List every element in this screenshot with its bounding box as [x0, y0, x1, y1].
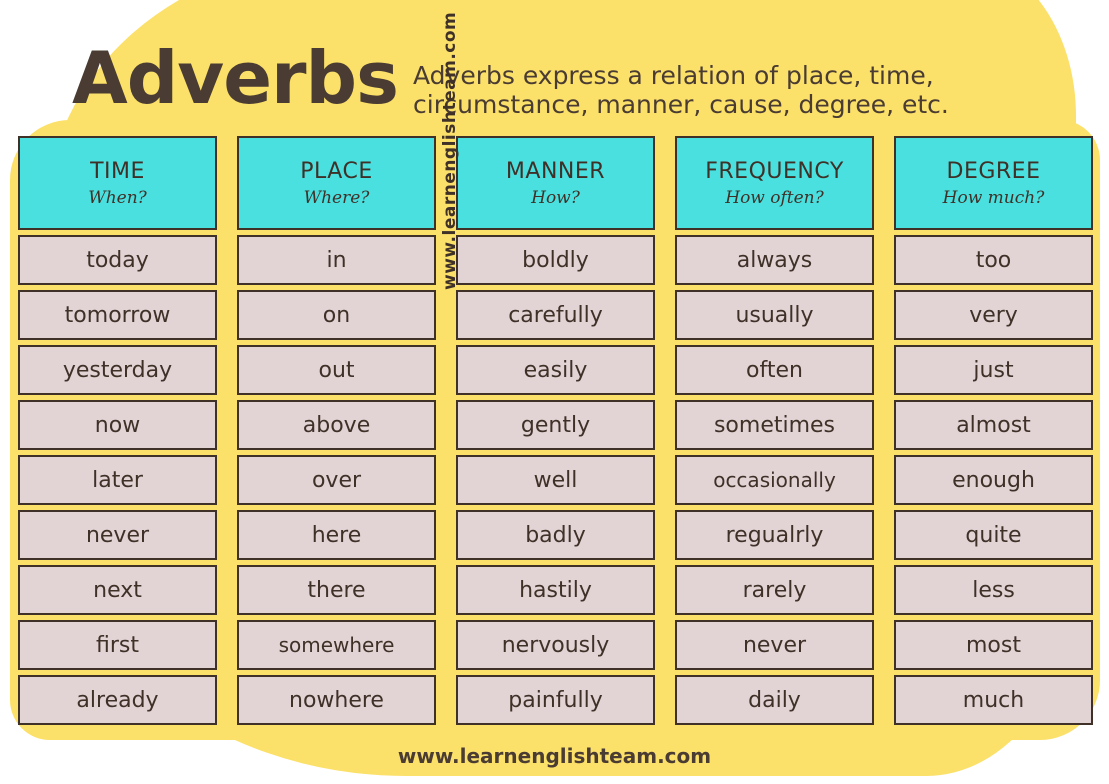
- list-item: here: [237, 510, 436, 560]
- column-header-place: [237, 136, 436, 230]
- column-question-label: How often?: [725, 187, 824, 208]
- column-question-label: Where?: [303, 187, 370, 208]
- list-item: next: [18, 565, 217, 615]
- list-item: occasionally: [675, 455, 874, 505]
- list-item: never: [18, 510, 217, 560]
- list-item: somewhere: [237, 620, 436, 670]
- page-subtitle: Adverbs express a relation of place, time, circumstance, manner, cause, degree, etc.: [413, 61, 949, 119]
- page-title: Adverbs: [72, 36, 398, 120]
- column-category-label: PLACE: [300, 158, 373, 184]
- list-item: carefully: [456, 290, 655, 340]
- column-category-label: DEGREE: [946, 158, 1041, 184]
- column-frequency: [675, 136, 874, 725]
- column-time: [18, 136, 217, 725]
- list-item: just: [894, 345, 1093, 395]
- list-item: too: [894, 235, 1093, 285]
- list-item: daily: [675, 675, 874, 725]
- column-header-time: [18, 136, 217, 230]
- column-question-label: When?: [88, 187, 147, 208]
- column-header-frequency: [675, 136, 874, 230]
- list-item: today: [18, 235, 217, 285]
- adverb-columns: [18, 136, 1093, 725]
- list-item: first: [18, 620, 217, 670]
- list-item: out: [237, 345, 436, 395]
- list-item: easily: [456, 345, 655, 395]
- list-item: very: [894, 290, 1093, 340]
- column-question-label: How much?: [942, 187, 1045, 208]
- poster-header: [0, 0, 1109, 132]
- list-item: above: [237, 400, 436, 450]
- list-item: less: [894, 565, 1093, 615]
- column-manner: [456, 136, 655, 725]
- list-item: sometimes: [675, 400, 874, 450]
- list-item: nervously: [456, 620, 655, 670]
- list-item: hastily: [456, 565, 655, 615]
- list-item: almost: [894, 400, 1093, 450]
- list-item: regualrly: [675, 510, 874, 560]
- column-question-label: How?: [531, 187, 580, 208]
- list-item: gently: [456, 400, 655, 450]
- list-item: over: [237, 455, 436, 505]
- list-item: well: [456, 455, 655, 505]
- list-item: already: [18, 675, 217, 725]
- list-item: tomorrow: [18, 290, 217, 340]
- list-item: most: [894, 620, 1093, 670]
- list-item: there: [237, 565, 436, 615]
- list-item: usually: [675, 290, 874, 340]
- column-degree: [894, 136, 1093, 725]
- list-item: always: [675, 235, 874, 285]
- list-item: badly: [456, 510, 655, 560]
- footer-website: www.learnenglishteam.com: [397, 744, 712, 768]
- list-item: painfully: [456, 675, 655, 725]
- list-item: later: [18, 455, 217, 505]
- list-item: yesterday: [18, 345, 217, 395]
- list-item: often: [675, 345, 874, 395]
- list-item: now: [18, 400, 217, 450]
- column-category-label: MANNER: [505, 158, 606, 184]
- list-item: enough: [894, 455, 1093, 505]
- list-item: nowhere: [237, 675, 436, 725]
- column-header-degree: [894, 136, 1093, 230]
- list-item: never: [675, 620, 874, 670]
- column-category-label: FREQUENCY: [705, 158, 844, 184]
- list-item: much: [894, 675, 1093, 725]
- list-item: rarely: [675, 565, 874, 615]
- list-item: quite: [894, 510, 1093, 560]
- list-item: in: [237, 235, 436, 285]
- column-category-label: TIME: [90, 158, 145, 184]
- column-header-manner: [456, 136, 655, 230]
- list-item: on: [237, 290, 436, 340]
- column-place: [237, 136, 436, 725]
- list-item: boldly: [456, 235, 655, 285]
- watermark-vertical: www.learnenglishteam.com: [440, 11, 460, 290]
